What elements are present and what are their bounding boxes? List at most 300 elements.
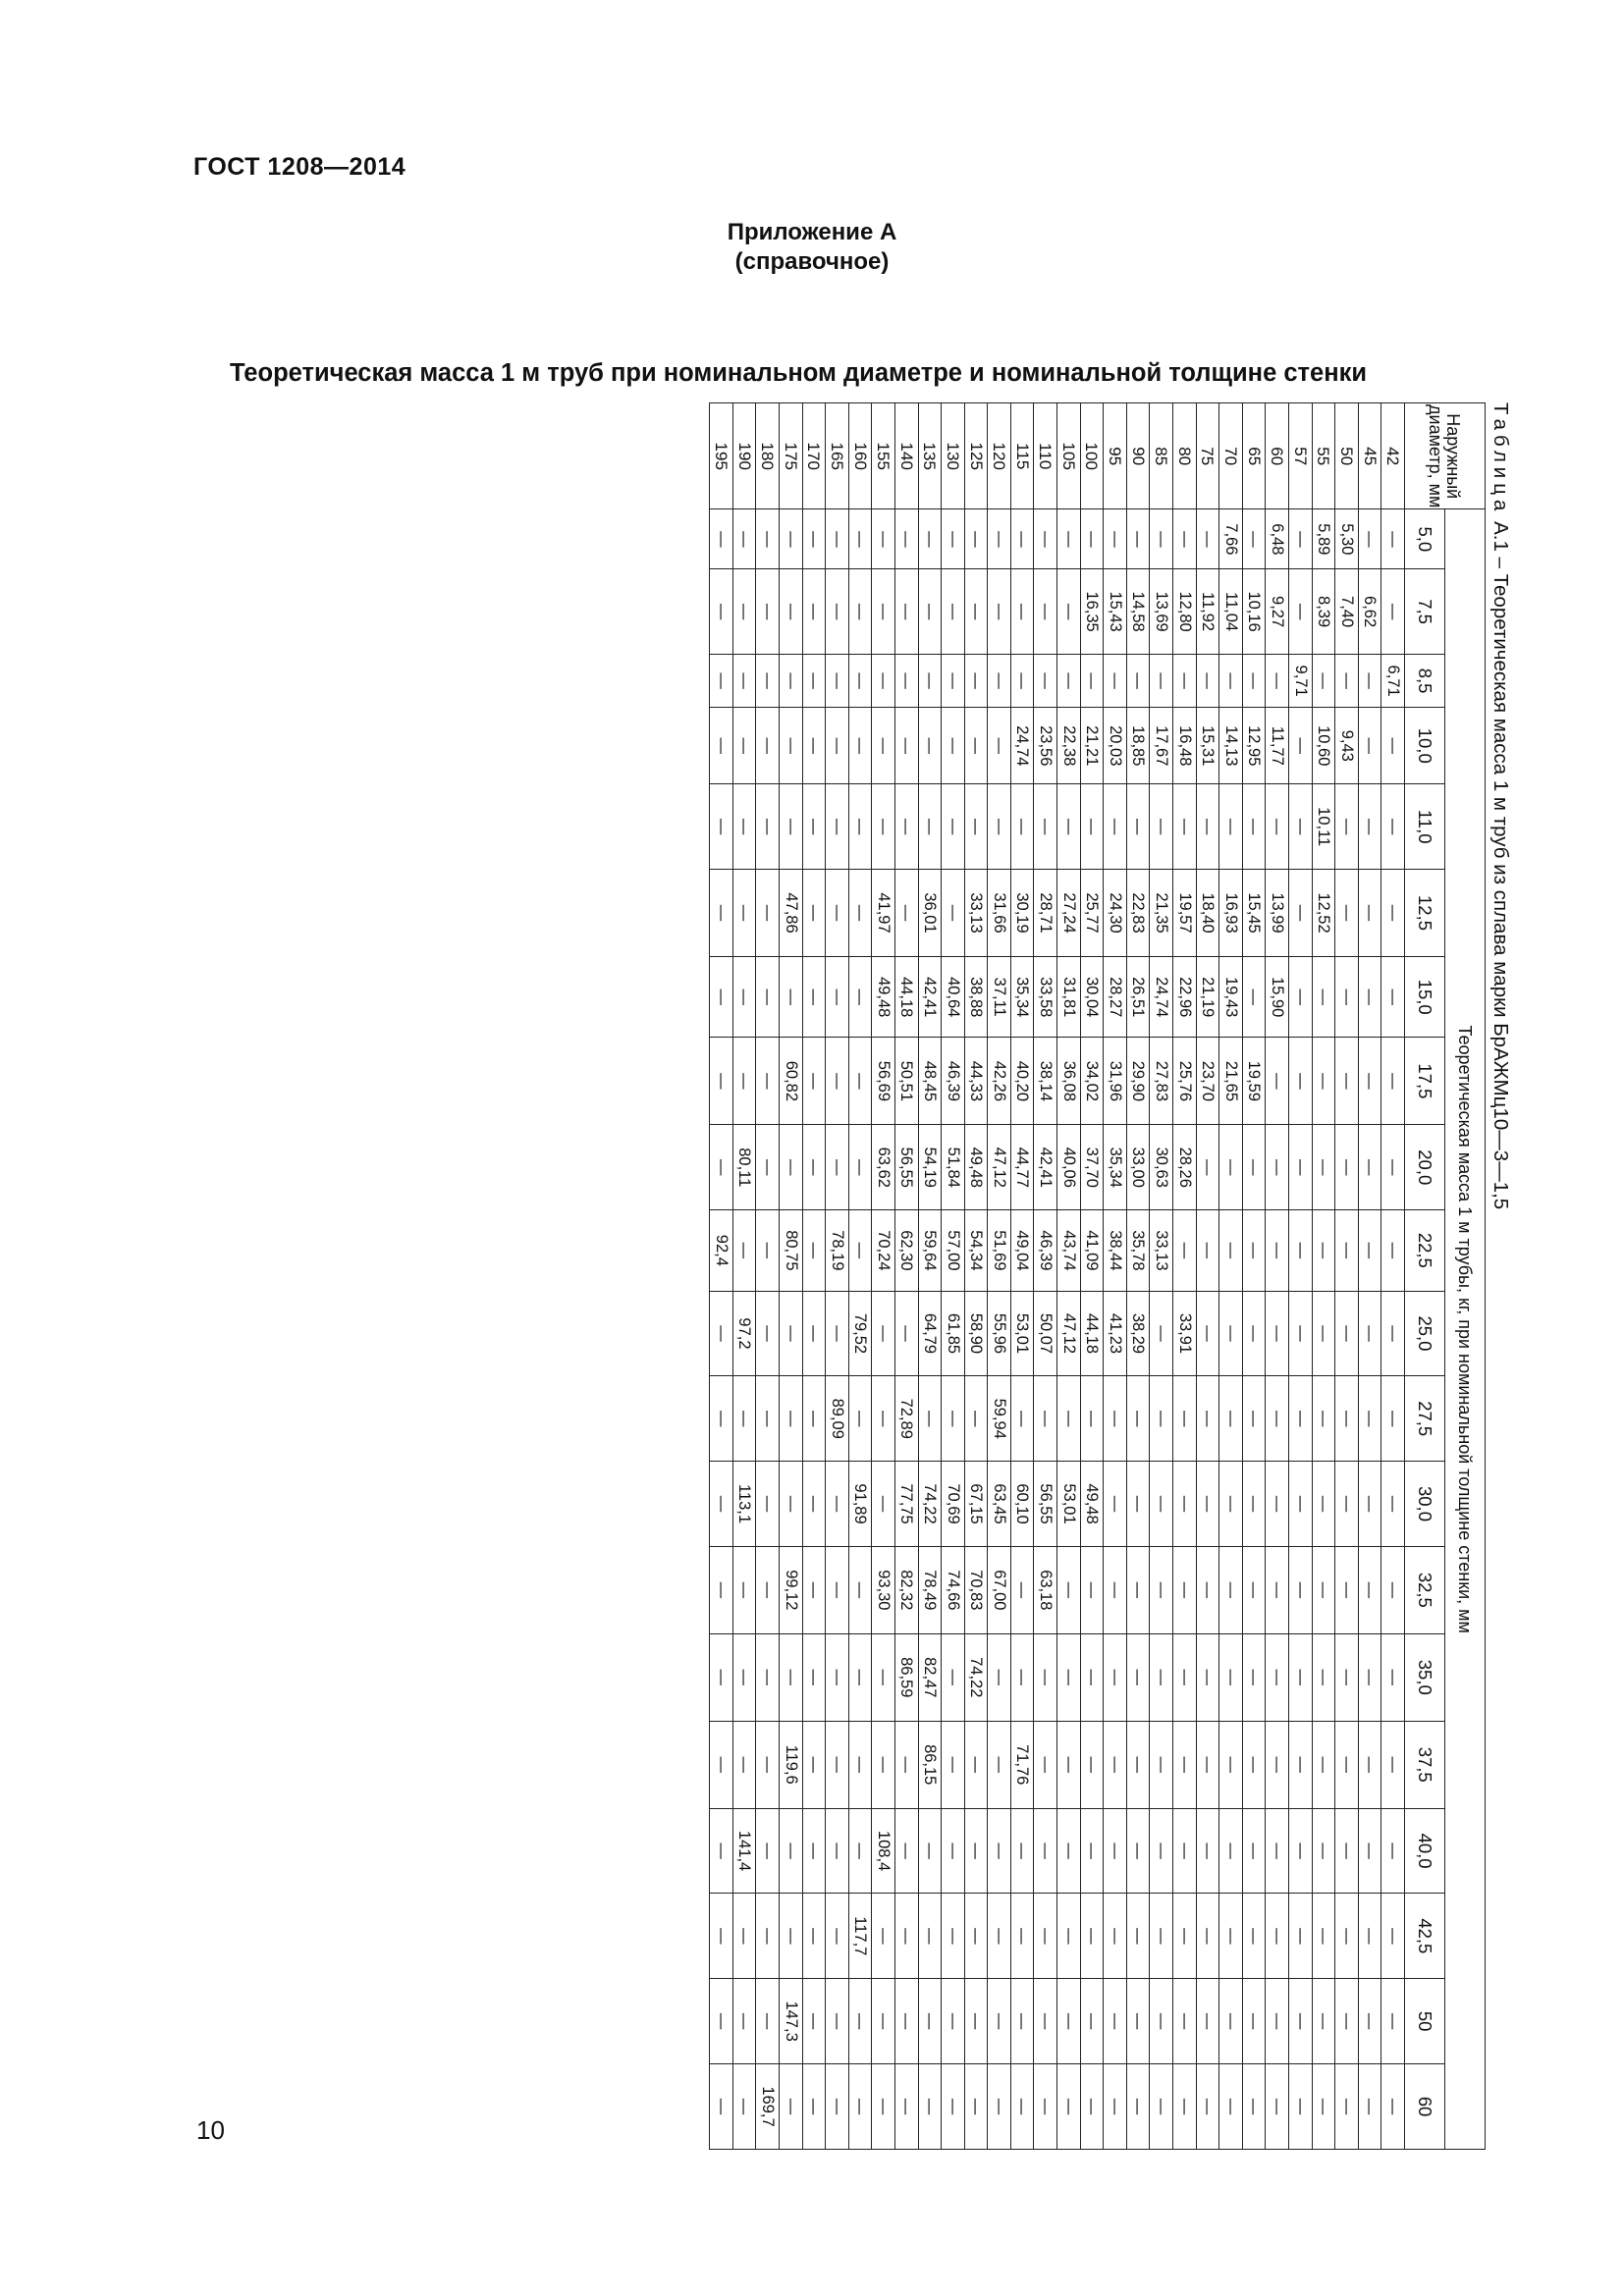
mass-cell: — [1381, 957, 1405, 1038]
mass-cell: — [1289, 1210, 1313, 1291]
mass-cell: — [872, 1376, 895, 1462]
mass-cell: — [1289, 957, 1313, 1038]
mass-cell: — [826, 1462, 849, 1547]
diameter-cell: 180 [756, 403, 780, 509]
mass-cell: — [964, 1376, 988, 1462]
mass-cell: — [756, 1546, 780, 1633]
diameter-cell: 170 [802, 403, 826, 509]
mass-cell: — [1289, 1721, 1313, 1808]
mass-cell: — [1150, 654, 1173, 707]
mass-cell: — [1289, 569, 1313, 655]
mass-cell: — [1266, 2063, 1289, 2149]
mass-cell: 70,24 [872, 1210, 895, 1291]
mass-cell: — [1335, 1808, 1359, 1894]
page-number: 10 [196, 2115, 225, 2145]
mass-cell: — [1358, 1894, 1381, 1979]
mass-cell: — [872, 1633, 895, 1721]
mass-cell: — [826, 1894, 849, 1979]
mass-cell: — [1289, 1038, 1313, 1125]
mass-cell: — [894, 569, 918, 655]
mass-cell: — [1080, 784, 1104, 870]
mass-cell: — [756, 957, 780, 1038]
mass-cell: — [1034, 654, 1057, 707]
mass-cell: — [1312, 1979, 1335, 2064]
mass-cell: — [848, 1808, 872, 1894]
mass-cell: — [1358, 654, 1381, 707]
mass-cell: 78,19 [826, 1210, 849, 1291]
mass-cell: — [1289, 1125, 1313, 1210]
mass-cell: — [710, 509, 733, 569]
mass-cell: — [1196, 1210, 1219, 1291]
mass-cell: — [1104, 1979, 1127, 2064]
mass-cell: 74,66 [942, 1546, 965, 1633]
table-row [826, 403, 849, 2150]
mass-cell: 46,39 [1034, 1210, 1057, 1291]
mass-cell: — [1266, 784, 1289, 870]
mass-cell: 72,89 [894, 1376, 918, 1462]
mass-cell: — [848, 569, 872, 655]
mass-cell: — [1219, 1125, 1243, 1210]
header-thickness: 50 [1405, 1979, 1445, 2064]
mass-cell: — [710, 1633, 733, 1721]
mass-cell: — [1381, 1894, 1405, 1979]
table-row [964, 403, 988, 2150]
mass-cell: 117,7 [848, 1894, 872, 1979]
mass-cell: 37,11 [988, 957, 1011, 1038]
mass-cell: — [1335, 870, 1359, 957]
mass-cell: 50,07 [1034, 1291, 1057, 1376]
mass-cell: — [1312, 1721, 1335, 1808]
mass-cell: — [964, 1979, 988, 2064]
mass-cell: 18,85 [1126, 708, 1150, 784]
mass-cell: 9,43 [1335, 708, 1359, 784]
mass-cell: 6,62 [1358, 569, 1381, 655]
mass-cell: — [1381, 1546, 1405, 1633]
mass-cell: — [942, 870, 965, 957]
mass-cell: 19,57 [1173, 870, 1197, 957]
mass-cell: — [826, 569, 849, 655]
mass-cell: — [1289, 1291, 1313, 1376]
mass-cell: — [1196, 1894, 1219, 1979]
mass-cell: — [1335, 1546, 1359, 1633]
mass-cell: — [1196, 1462, 1219, 1547]
table-row [942, 403, 965, 2150]
diameter-cell: 90 [1126, 403, 1150, 509]
mass-cell: — [918, 1894, 942, 1979]
header-thickness: 11,0 [1405, 784, 1445, 870]
mass-cell: — [732, 509, 756, 569]
mass-cell: — [1381, 1210, 1405, 1291]
mass-cell: — [872, 1894, 895, 1979]
mass-cell: 49,04 [1010, 1210, 1034, 1291]
mass-cell: — [1104, 1546, 1127, 1633]
mass-cell: — [1034, 784, 1057, 870]
table-row [1242, 403, 1266, 2150]
mass-cell: — [826, 957, 849, 1038]
mass-cell: — [1266, 1808, 1289, 1894]
mass-cell: — [1335, 1125, 1359, 1210]
mass-cell: 11,04 [1219, 569, 1243, 655]
mass-cell: — [942, 1808, 965, 1894]
diameter-cell: 65 [1242, 403, 1266, 509]
mass-cell: — [1242, 1210, 1266, 1291]
mass-cell: 35,34 [1010, 957, 1034, 1038]
mass-cell: — [1034, 2063, 1057, 2149]
header-thickness: 5,0 [1405, 509, 1445, 569]
mass-cell: 82,32 [894, 1546, 918, 1633]
table-row [988, 403, 1011, 2150]
mass-cell: — [1312, 1808, 1335, 1894]
mass-cell: — [1057, 654, 1081, 707]
mass-cell: — [1196, 1546, 1219, 1633]
mass-cell: — [894, 784, 918, 870]
mass-cell: 29,90 [1126, 1038, 1150, 1125]
mass-cell: — [942, 569, 965, 655]
appendix-title: Приложение А [727, 219, 897, 245]
mass-cell: 80,11 [732, 1125, 756, 1210]
mass-cell: — [1010, 1546, 1034, 1633]
mass-cell: 60,10 [1010, 1462, 1034, 1547]
mass-cell: — [1104, 1633, 1127, 1721]
mass-cell: — [1126, 1376, 1150, 1462]
mass-cell: 49,48 [964, 1125, 988, 1210]
mass-cell: — [1150, 1376, 1173, 1462]
mass-cell: 38,44 [1104, 1210, 1127, 1291]
mass-cell: — [710, 1808, 733, 1894]
mass-cell: — [1126, 1633, 1150, 1721]
mass-cell: 27,83 [1150, 1038, 1173, 1125]
mass-cell: 30,04 [1080, 957, 1104, 1038]
mass-cell: — [1010, 1376, 1034, 1462]
mass-cell: 6,48 [1266, 509, 1289, 569]
diameter-cell: 55 [1312, 403, 1335, 509]
mass-cell: — [1335, 957, 1359, 1038]
mass-cell: — [756, 1125, 780, 1210]
mass-cell: — [1057, 569, 1081, 655]
mass-cell: — [1266, 1633, 1289, 1721]
mass-cell: — [848, 708, 872, 784]
mass-cell: — [779, 2063, 802, 2149]
mass-cell: — [756, 870, 780, 957]
mass-cell: — [1126, 509, 1150, 569]
mass-cell: — [1312, 1894, 1335, 1979]
mass-cell: — [1266, 1210, 1289, 1291]
mass-cell: — [848, 1633, 872, 1721]
header-thickness: 17,5 [1405, 1038, 1445, 1125]
mass-cell: — [964, 784, 988, 870]
table-row [1196, 403, 1219, 2150]
mass-cell: — [826, 1633, 849, 1721]
mass-cell: — [848, 1721, 872, 1808]
mass-cell: — [1335, 1291, 1359, 1376]
table-caption-prefix: Таблица [1489, 402, 1512, 516]
mass-cell: 74,22 [918, 1462, 942, 1547]
mass-cell: — [942, 1979, 965, 2064]
table-row [1173, 403, 1197, 2150]
header-thickness: 8,5 [1405, 654, 1445, 707]
mass-cell: — [756, 509, 780, 569]
mass-cell: — [1242, 1546, 1266, 1633]
mass-cell: — [710, 654, 733, 707]
table-row [1126, 403, 1150, 2150]
mass-cell: — [872, 654, 895, 707]
table-row [1335, 403, 1359, 2150]
mass-cell: — [872, 1721, 895, 1808]
mass-cell: — [1312, 1291, 1335, 1376]
mass-cell: 33,13 [964, 870, 988, 957]
mass-cell: 41,97 [872, 870, 895, 957]
document-header: ГОСТ 1208—2014 [193, 153, 406, 181]
mass-cell: — [1150, 1462, 1173, 1547]
mass-cell: — [1150, 1808, 1173, 1894]
table-row [1289, 403, 1313, 2150]
mass-cell: — [802, 509, 826, 569]
mass-cell: — [988, 708, 1011, 784]
mass-cell: — [1150, 1546, 1173, 1633]
diameter-cell: 80 [1173, 403, 1197, 509]
mass-cell: — [1312, 654, 1335, 707]
mass-cell: — [1104, 509, 1127, 569]
mass-cell: 28,26 [1173, 1125, 1197, 1210]
mass-cell: 24,74 [1150, 957, 1173, 1038]
mass-cell: 13,99 [1266, 870, 1289, 957]
mass-cell: — [802, 1894, 826, 1979]
diameter-cell: 70 [1219, 403, 1243, 509]
mass-cell: 30,63 [1150, 1125, 1173, 1210]
mass-cell: — [1057, 1808, 1081, 1894]
mass-cell: 53,01 [1010, 1291, 1034, 1376]
mass-cell: — [1080, 1633, 1104, 1721]
diameter-cell: 85 [1150, 403, 1173, 509]
mass-cell: — [732, 1038, 756, 1125]
mass-cell: — [1312, 1462, 1335, 1547]
mass-cell: — [918, 569, 942, 655]
mass-cell: — [872, 1979, 895, 2064]
mass-cell: — [1150, 2063, 1173, 2149]
table-row [848, 403, 872, 2150]
mass-cell: 61,85 [942, 1291, 965, 1376]
header-thickness: 22,5 [1405, 1210, 1445, 1291]
mass-cell: 21,35 [1150, 870, 1173, 957]
mass-cell: 92,4 [710, 1210, 733, 1291]
mass-cell: — [826, 708, 849, 784]
table-row [1219, 403, 1243, 2150]
mass-cell: — [1312, 1633, 1335, 1721]
mass-cell: 36,08 [1057, 1038, 1081, 1125]
mass-cell: — [1173, 1546, 1197, 1633]
diameter-cell: 140 [894, 403, 918, 509]
mass-cell: — [1010, 1808, 1034, 1894]
header-thickness: 25,0 [1405, 1291, 1445, 1376]
mass-cell: 15,43 [1104, 569, 1127, 655]
mass-cell: — [1173, 1633, 1197, 1721]
diameter-cell: 165 [826, 403, 849, 509]
mass-cell: 91,89 [848, 1462, 872, 1547]
mass-cell: 12,52 [1312, 870, 1335, 957]
mass-cell: — [802, 1808, 826, 1894]
mass-cell: — [1242, 1125, 1266, 1210]
mass-cell: 15,45 [1242, 870, 1266, 957]
mass-cell: 22,96 [1173, 957, 1197, 1038]
mass-cell: 21,21 [1080, 708, 1104, 784]
mass-cell: — [1057, 1633, 1081, 1721]
mass-cell: — [1289, 2063, 1313, 2149]
mass-cell: — [1196, 1808, 1219, 1894]
mass-cell: — [1358, 1462, 1381, 1547]
mass-cell: — [1266, 1462, 1289, 1547]
mass-cell: — [1358, 1546, 1381, 1633]
mass-cell: — [988, 1894, 1011, 1979]
mass-cell: — [964, 654, 988, 707]
mass-cell: — [848, 2063, 872, 2149]
mass-cell: — [1196, 2063, 1219, 2149]
table-row [1381, 403, 1405, 2150]
mass-cell: — [1034, 1808, 1057, 1894]
mass-cell: — [1104, 1894, 1127, 1979]
mass-cell: — [894, 708, 918, 784]
mass-cell: 44,33 [964, 1038, 988, 1125]
mass-cell: — [1242, 1291, 1266, 1376]
mass-cell: — [732, 654, 756, 707]
mass-cell: 38,29 [1126, 1291, 1150, 1376]
mass-cell: — [732, 1721, 756, 1808]
mass-cell: 35,34 [1104, 1125, 1127, 1210]
mass-cell: 34,02 [1080, 1038, 1104, 1125]
mass-cell: — [1266, 1291, 1289, 1376]
mass-cell: — [1173, 1721, 1197, 1808]
mass-cell: — [732, 1210, 756, 1291]
diameter-cell: 100 [1080, 403, 1104, 509]
mass-cell: — [756, 708, 780, 784]
mass-cell: — [756, 1808, 780, 1894]
mass-cell: — [918, 1979, 942, 2064]
header-thickness: 35,0 [1405, 1633, 1445, 1721]
mass-cell: 31,81 [1057, 957, 1081, 1038]
table-row [710, 403, 733, 2150]
mass-cell: 42,41 [1034, 1125, 1057, 1210]
mass-cell: — [1196, 1125, 1219, 1210]
mass-cell: 9,71 [1289, 654, 1313, 707]
mass-cell: — [1057, 2063, 1081, 2149]
mass-cell: — [732, 1633, 756, 1721]
mass-cell: — [918, 2063, 942, 2149]
mass-cell: — [988, 1979, 1011, 2064]
mass-cell: — [1242, 957, 1266, 1038]
mass-cell: — [848, 1210, 872, 1291]
mass-cell: — [1289, 708, 1313, 784]
mass-cell: — [1358, 1633, 1381, 1721]
mass-cell: 147,3 [779, 1979, 802, 2064]
header-thickness: 32,5 [1405, 1546, 1445, 1633]
mass-cell: — [1126, 1721, 1150, 1808]
mass-cell: — [894, 1894, 918, 1979]
mass-cell: — [1010, 784, 1034, 870]
mass-cell: — [848, 784, 872, 870]
mass-cell: — [1219, 1979, 1243, 2064]
mass-cell: — [756, 784, 780, 870]
table-row [1010, 403, 1034, 2150]
mass-cell: 43,74 [1057, 1210, 1081, 1291]
header-thickness: 15,0 [1405, 957, 1445, 1038]
mass-cell: — [1289, 1633, 1313, 1721]
mass-cell: — [1289, 1462, 1313, 1547]
mass-cell: — [1312, 957, 1335, 1038]
mass-cell: 82,47 [918, 1633, 942, 1721]
mass-cell: — [848, 1979, 872, 2064]
mass-cell: 80,75 [779, 1210, 802, 1291]
mass-cell: 9,27 [1266, 569, 1289, 655]
mass-cell: — [988, 1633, 1011, 1721]
mass-cell: — [1057, 1546, 1081, 1633]
mass-cell: — [848, 1125, 872, 1210]
mass-cell: — [779, 654, 802, 707]
mass-cell: — [1104, 1462, 1127, 1547]
mass-cell: — [1381, 1633, 1405, 1721]
diameter-cell: 75 [1196, 403, 1219, 509]
table-row [1312, 403, 1335, 2150]
mass-cell: — [1219, 654, 1243, 707]
mass-cell: 6,71 [1381, 654, 1405, 707]
mass-cell: — [1219, 1210, 1243, 1291]
mass-cell: 86,59 [894, 1633, 918, 1721]
mass-cell: — [802, 708, 826, 784]
mass-cell: 42,41 [918, 957, 942, 1038]
mass-cell: — [942, 1721, 965, 1808]
mass-cell: — [1219, 784, 1243, 870]
mass-cell: — [732, 1546, 756, 1633]
mass-cell: — [779, 569, 802, 655]
mass-cell: — [1173, 654, 1197, 707]
mass-cell: — [1219, 1894, 1243, 1979]
mass-cell: 62,30 [894, 1210, 918, 1291]
diameter-cell: 105 [1057, 403, 1081, 509]
mass-cell: — [1358, 1291, 1381, 1376]
mass-cell: 7,40 [1335, 569, 1359, 655]
mass-cell: 19,59 [1242, 1038, 1266, 1125]
diameter-cell: 115 [1010, 403, 1034, 509]
mass-cell: — [1196, 1633, 1219, 1721]
mass-cell: 56,55 [894, 1125, 918, 1210]
mass-cell: — [1219, 1376, 1243, 1462]
mass-cell: 54,34 [964, 1210, 988, 1291]
mass-cell: — [1242, 509, 1266, 569]
mass-cell: — [1057, 1376, 1081, 1462]
mass-cell: 93,30 [872, 1546, 895, 1633]
mass-cell: 78,49 [918, 1546, 942, 1633]
table-row [1034, 403, 1057, 2150]
mass-cell: — [710, 784, 733, 870]
mass-cell: 113,1 [732, 1462, 756, 1547]
mass-cell: — [1196, 1979, 1219, 2064]
header-thickness: 60 [1405, 2063, 1445, 2149]
header-thickness: 40,0 [1405, 1808, 1445, 1894]
mass-cell: 67,00 [988, 1546, 1011, 1633]
mass-cell: — [1104, 1376, 1127, 1462]
mass-cell: — [1080, 1376, 1104, 1462]
mass-cell: — [1335, 1038, 1359, 1125]
mass-cell: — [756, 1633, 780, 1721]
mass-cell: 25,77 [1080, 870, 1104, 957]
mass-cell: — [1196, 1291, 1219, 1376]
mass-cell: 56,69 [872, 1038, 895, 1125]
mass-cell: 141,4 [732, 1808, 756, 1894]
diameter-cell: 60 [1266, 403, 1289, 509]
mass-cell: 5,89 [1312, 509, 1335, 569]
mass-cell: — [1358, 509, 1381, 569]
mass-cell: — [1266, 654, 1289, 707]
mass-cell: — [802, 1376, 826, 1462]
mass-cell: — [756, 1210, 780, 1291]
